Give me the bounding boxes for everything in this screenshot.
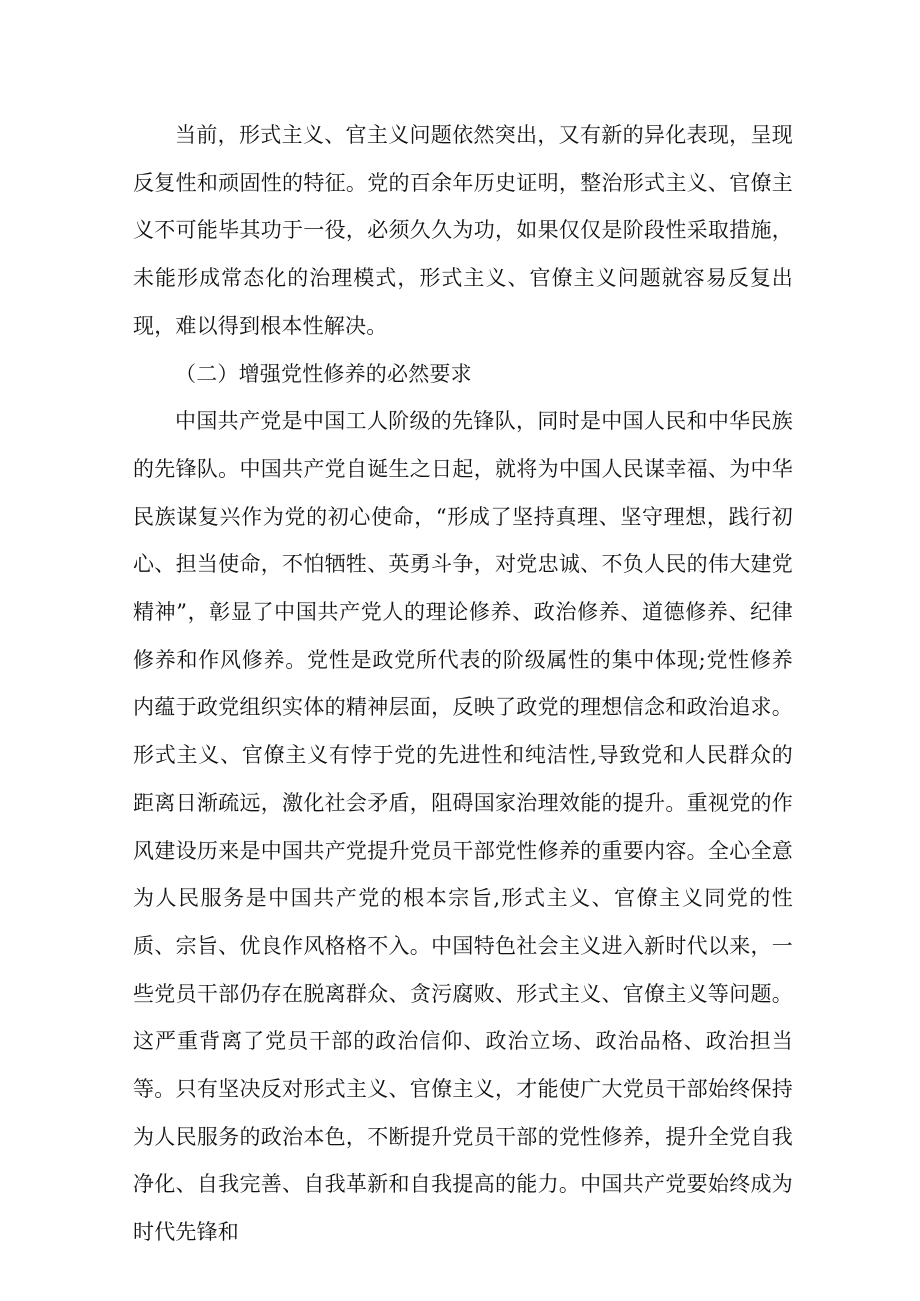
document-body: [133, 112, 793, 1257]
paragraph-2: 中国共产党是中国工人阶级的先锋队，同时是中国人民和中华民族的先锋队。中国共产党自诞生之日起，就将为中国人民谋幸福、为中华民族谋复兴作为党的初心使命，“形成了坚持真理、坚守理想，践行初心、担当使命，不怕牺牲、英勇斗争，对党忠诚、不负人民的伟大建党精神”，彰显了中国共产党人的理论修养、政治修养、道德修养、纪律修养和作风修养。党性是政党所代表的阶级属性的集中体现;党性修养内蕴于政党组织实体的精神层面，反映了政党的理想信念和政治追求。形式主义、官僚主义有悖于党的先进性和纯洁性,导致党和人民群众的距离日渐疏远，激化社会矛盾，阻碍国家治理效能的提升。重视党的作风建设历来是中国共产党提升党员干部党性修养的重要内容。全心全意为人民服务是中国共产党的根本宗旨,形式主义、官僚主义同党的性质、宗旨、优良作风格格不入。中国特色社会主义进入新时代以来，一些党员干部仍存在脱离群众、贪污腐败、形式主义、官僚主义等问题。这严重背离了党员干部的政治信仰、政治立场、政治品格、政治担当等。只有坚决反对形式主义、官僚主义，才能使广大党员干部始终保持为人民服务的政治本色，不断提升党员干部的党性修养，提升全党自我净化、自我完善、自我革新和自我提高的能力。中国共产党要始终成为时代先锋和: [133, 409, 793, 1245]
section-heading: （二）增强党性修养的必然要求: [175, 361, 472, 386]
paragraph-1: 当前，形式主义、官主义问题依然突出，又有新的异化表现，呈现反复性和顽固性的特征。党的百余年历史证明，整治形式主义、官僚主义不可能毕其功于一役，必须久久为功，如果仅仅是阶段性采取措施，未能形成常态化的治理模式，形式主义、官僚主义问题就容易反复出现，难以得到根本性解决。: [133, 123, 793, 338]
